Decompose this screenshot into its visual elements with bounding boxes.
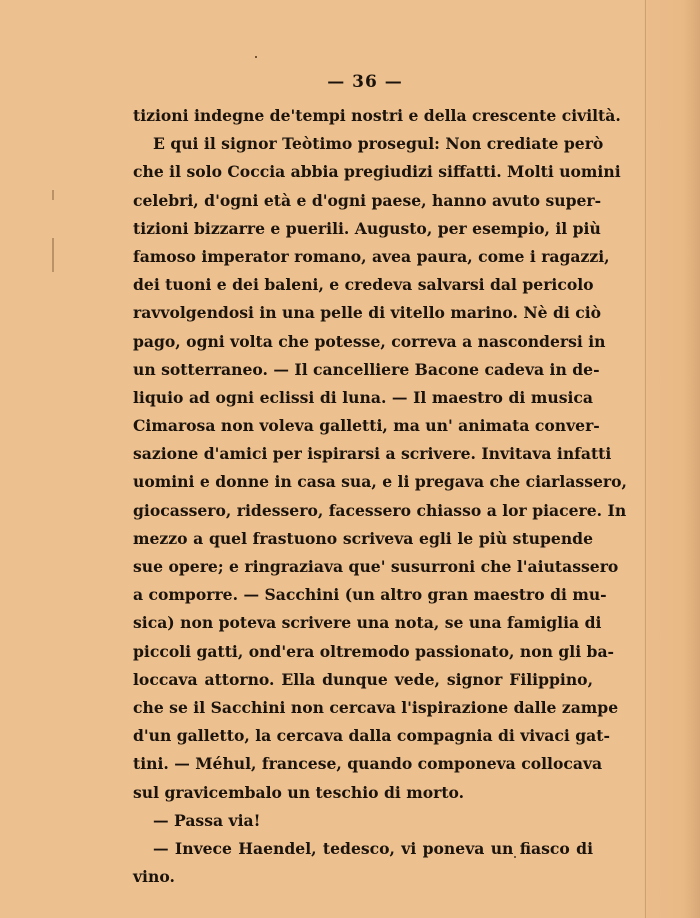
margin-mark bbox=[52, 238, 54, 272]
page-edge-shadow bbox=[644, 0, 700, 918]
text-line: liquio ad ogni eclissi di luna. — Il maestro di musica bbox=[133, 387, 593, 407]
text-line: d'un galletto, la cercava dalla compagnia di vivaci gat- bbox=[133, 726, 610, 746]
margin-mark bbox=[52, 190, 54, 200]
text-line: sazione d'amici per ispirarsi a scrivere. Invitava infatti bbox=[133, 444, 612, 464]
text-line: sul gravicembalo un teschio di morto. bbox=[133, 782, 465, 802]
text-line: Cimarosa non voleva galletti, ma un' animata conver- bbox=[133, 416, 600, 436]
text-line: uomini e donne in casa sua, e li pregava che ciarlassero, bbox=[133, 472, 627, 492]
text-line: sica) non poteva scrivere una nota, se una famiglia di bbox=[133, 613, 602, 633]
body-text bbox=[133, 102, 627, 891]
text-line: ravvolgendosi in una pelle di vitello marino. Nè di ciò bbox=[133, 303, 602, 323]
text-line: che il solo Coccia abbia pregiudizi siffatti. Molti uomini bbox=[133, 162, 621, 182]
page-number: — 36 — bbox=[327, 72, 403, 92]
text-line: tizioni bizzarre e puerili. Augusto, per esempio, il più bbox=[133, 218, 601, 238]
text-line: famoso imperator romano, avea paura, come i ragazzi, bbox=[133, 246, 610, 266]
text-line: loccava attorno. Ella dunque vede, signor Filippino, bbox=[133, 669, 593, 689]
text-line: a comporre. — Sacchini (un altro gran maestro di mu- bbox=[133, 585, 607, 605]
text-line: pago, ogni volta che potesse, correva a nascondersi in bbox=[133, 331, 606, 351]
text-line: — Passa via! bbox=[153, 810, 261, 830]
text-line: giocassero, ridessero, facessero chiasso a lor piacere. In bbox=[133, 500, 627, 520]
text-line: E qui il signor Teòtimo prosegul: Non crediate però bbox=[153, 134, 604, 154]
text-line: — Invece Haendel, tedesco, vi poneva un fiasco di bbox=[153, 838, 593, 858]
text-line: piccoli gatti, ond'era oltremodo passionato, non gli ba- bbox=[133, 641, 615, 661]
page-edge-line bbox=[645, 0, 646, 918]
text-line: sue opere; e ringraziava que' susurroni che l'aiutassero bbox=[133, 557, 619, 576]
paper-speck bbox=[255, 56, 257, 58]
text-line: un sotterraneo. — Il cancelliere Bacone cadeva in de- bbox=[133, 359, 600, 379]
text-line: che se il Sacchini non cercava l'ispirazione dalle zampe bbox=[133, 697, 619, 717]
text-line: vino. bbox=[133, 867, 175, 887]
text-line: dei tuoni e dei baleni, e credeva salvarsi dal pericolo bbox=[133, 275, 594, 295]
text-line: tizioni indegne de'tempi nostri e della crescente civiltà. bbox=[133, 106, 621, 125]
text-line: tini. — Méhul, francese, quando componeva collocava bbox=[133, 754, 603, 774]
text-line: mezzo a quel frastuono scriveva egli le più stupende bbox=[133, 528, 593, 548]
text-line: celebri, d'ogni età e d'ogni paese, hanno avuto super- bbox=[133, 190, 602, 210]
